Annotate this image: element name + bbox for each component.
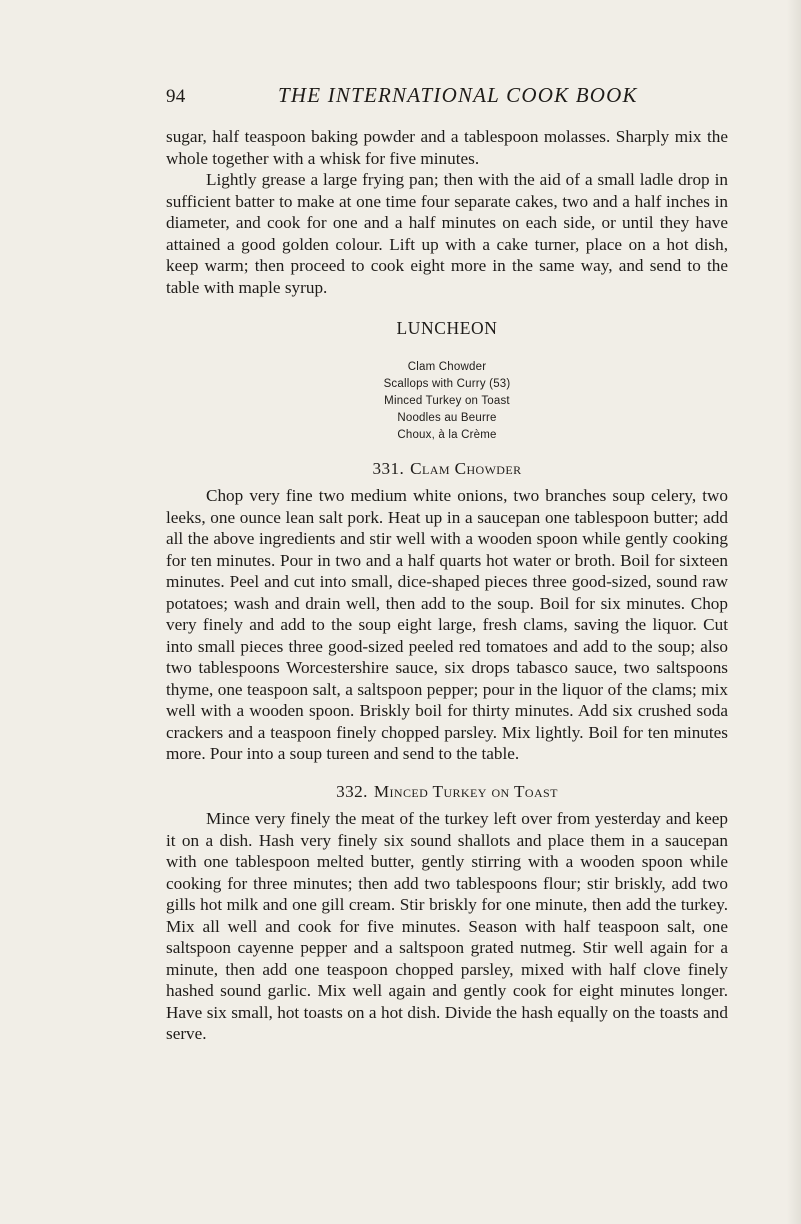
page-number: 94 — [166, 86, 186, 107]
menu-item: Choux, à la Crème — [397, 428, 497, 441]
recipe-text-332: Mince very finely the meat of the turkey left over from yesterday and keep it on a dish. Hash very finely six sound shallots and place them in a saucepan with one tablespoon melted butter, gently stirring with a wooden spoon while cooking for three minutes; then add two tablespoons flour; stir briskly, add two gills hot milk and one gill cream. Stir briskly for one minute, then add the turkey. Mix all well and cook for five minutes. Season with half teaspoon salt, one saltspoon cayenne pepper and a saltspoon grated nutmeg. Stir well again for a minute, then add one teaspoon chopped parsley, mixed with half clove finely hashed sound garlic. Mix well again and gently cook for eight minutes longer. Have six small, hot toasts on a hot dish. Divide the hash equally on the toasts and serve. — [166, 809, 728, 1043]
menu-item: Scallops with Curry (53) — [383, 377, 511, 390]
recipe-heading-331 — [166, 458, 728, 480]
page-edge-shadow — [787, 0, 801, 1224]
recipe-number: 331. — [372, 458, 405, 478]
section-heading-luncheon: LUNCHEON — [396, 318, 498, 338]
recipe-heading-332 — [166, 781, 728, 803]
paragraph-continued: sugar, half teaspoon baking powder and a tablespoon molasses. Sharply mix the whole together with a whisk for five minutes. — [166, 127, 728, 168]
recipe-text-331: Chop very fine two medium white onions, two branches soup celery, two leeks, one ounce lean salt pork. Heat up in a saucepan one tablespoon butter; add all the above ingredients and stir well with a wooden spoon while gently cooking for ten minutes. Pour in two and a half quarts hot water or broth. Boil for sixteen minutes. Peel and cut into small, dice-shaped pieces three good-sized, sound raw potatoes; wash and drain well, then add to the soup. Boil for six minutes. Chop very finely and add to the soup eight large, fresh clams, saving the liquor. Cut into small pieces three good-sized peeled red tomatoes and add to the soup; also two tablespoons Worcestershire sauce, six drops tabasco sauce, two saltspoons thyme, one teaspoon salt, a saltspoon pepper; pour in the liquor of the clams; mix well with a wooden spoon. Briskly boil for thirty minutes. Add six crushed soda crackers and a teaspoon finely chopped parsley. Mix lightly. Boil for ten minutes more. Pour into a soup tureen and send to the table. — [166, 486, 728, 763]
menu-item: Minced Turkey on Toast — [384, 394, 510, 407]
recipe-number: 332. — [336, 781, 368, 801]
luncheon-menu — [166, 359, 728, 444]
recipe-title: Minced Turkey on Toast — [373, 781, 558, 801]
running-head: THE INTERNATIONAL COOK BOOK — [278, 83, 638, 107]
paragraph-griddle-cakes: Lightly grease a large frying pan; then with the aid of a small ladle drop in sufficient batter to make at one time four separate cakes, two and a half inches in diameter, and cook for one and a half minutes on each side, or until they have attained a good golden colour. Lift up with a cake turner, place on a hot dish, keep warm; then proceed to cook eight more in the same way, and send to the table with maple syrup. — [166, 170, 728, 297]
page-body — [166, 126, 728, 1045]
menu-item: Noodles au Beurre — [397, 411, 497, 424]
recipe-title: Clam Chowder — [410, 458, 522, 478]
menu-item: Clam Chowder — [407, 360, 487, 373]
